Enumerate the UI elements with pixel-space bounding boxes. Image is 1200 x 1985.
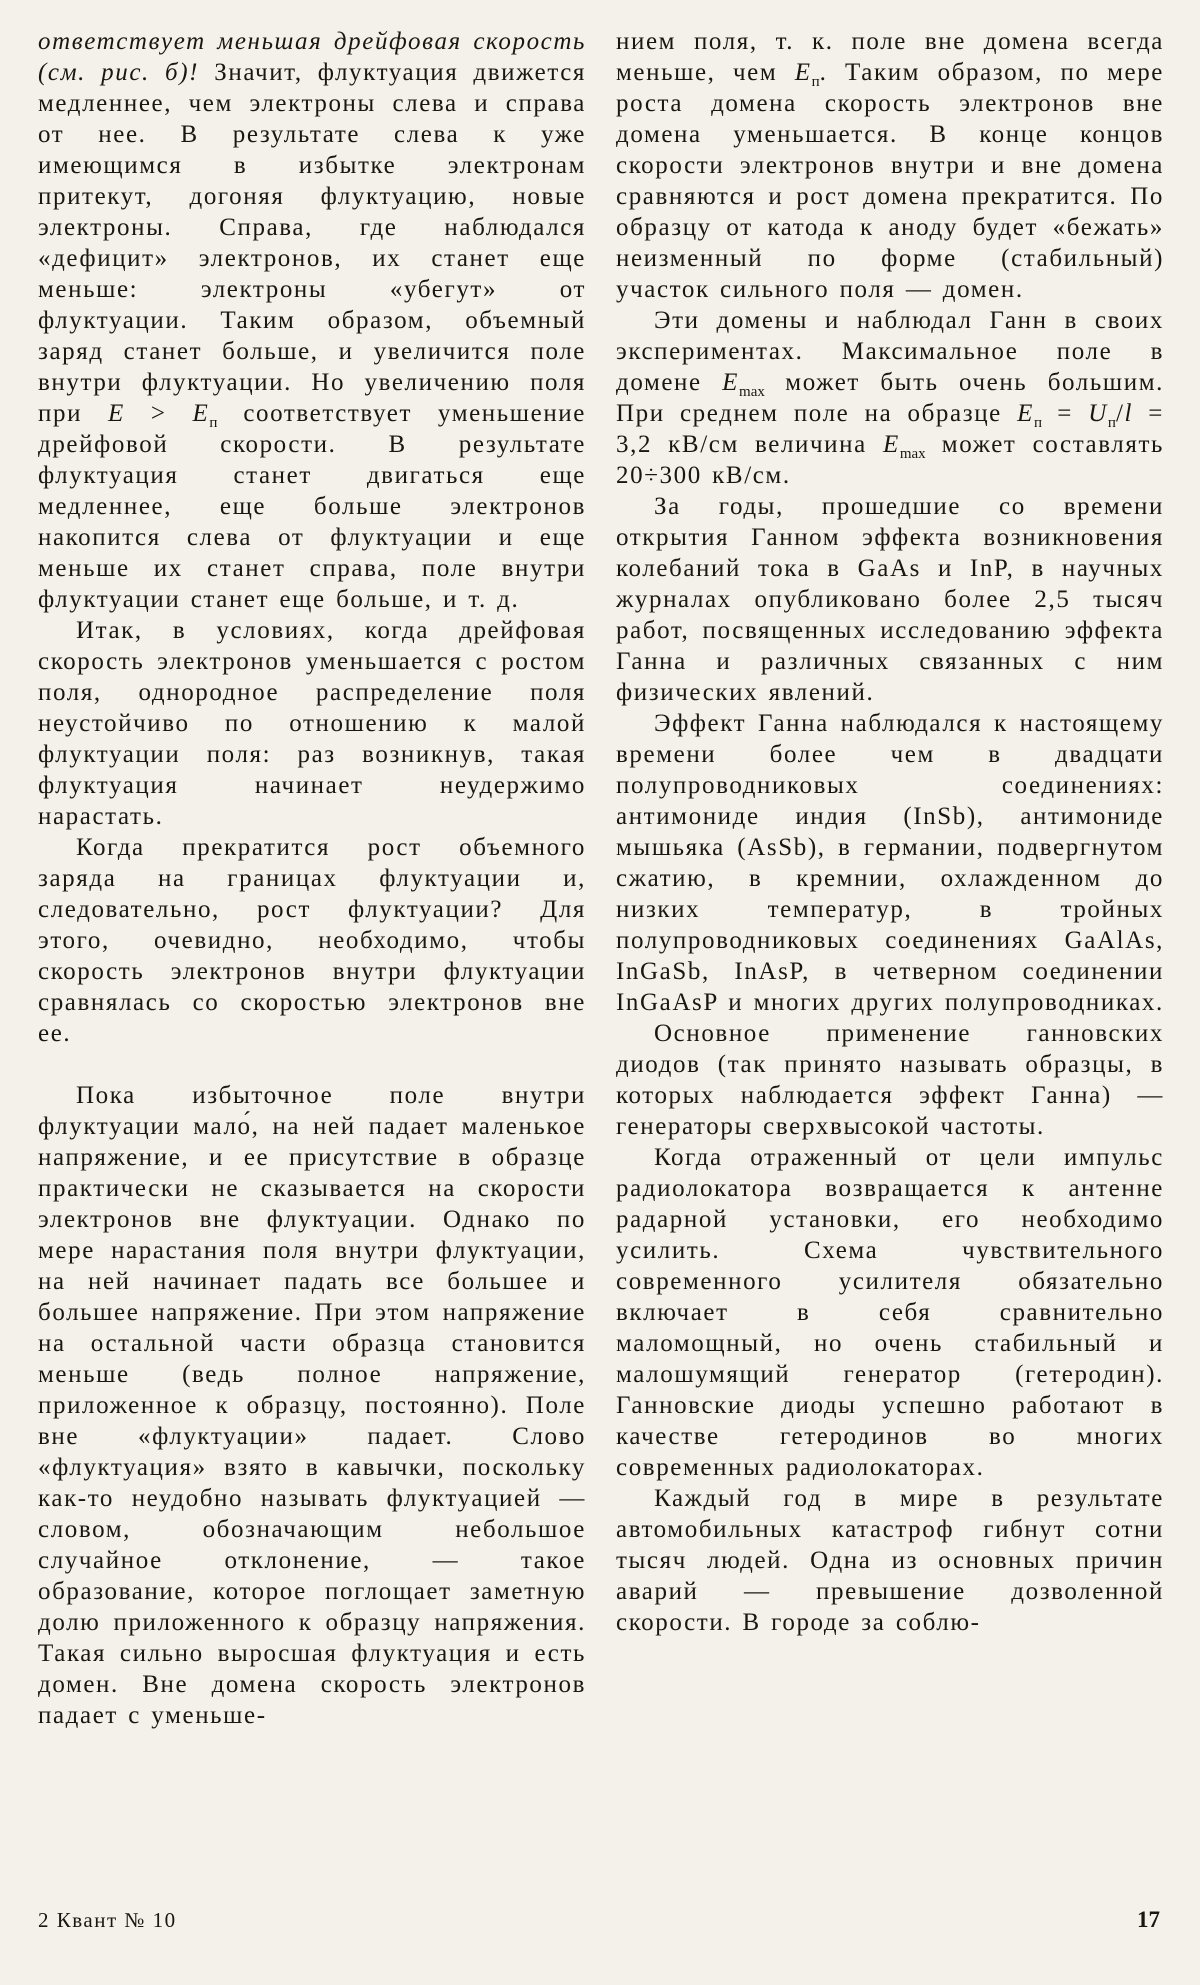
math-variable: l (1124, 400, 1134, 427)
paragraph (616, 305, 1164, 491)
text-segment: Значит, флуктуация движется медленнее, чем электроны слева и справа от нее. В результате слева к уже имеющимся в избытке электронам притекут, догоняя флуктуацию, новые электроны. Справа, где наблюдался «дефицит» электронов, их станет еще меньше: электроны «убегут» от флуктуации. Таким образом, объемный заряд станет больше, и увеличится поле внутри флуктуации. Но увеличению поля при (38, 59, 586, 427)
paragraph (38, 832, 586, 1049)
text-segment: Пока избыточное поле внутри флуктуации мало́, на ней падает маленькое напряжение, и ее присутствие в образце практически не сказывается на скорости электронов вне флуктуации. Однако по мере нарастания поля внутри флуктуации, на ней начинает падать все большее и большее напряжение. При этом напряжение на остальной части образца становится меньше (ведь полное напряжение, приложенное к образцу, постоянно). Поле вне «флуктуации» падает. Слово «флуктуация» взято в кавычки, поскольку как-то неудобно называть флуктуацией — словом, обозначающим небольшое случайное отклонение, — такое образование, которое поглощает заметную долю приложенного к образцу напряжения. Такая сильно выросшая флуктуация и есть домен. Вне домена скорость электронов падает с уменьше- (38, 1082, 586, 1729)
text-segment: Основное применение ганновских диодов (так принято называть образцы, в которых наблюдается эффект Ганна) — генераторы сверхвысокой частоты. (616, 1020, 1164, 1140)
text-segment: = 3,2 кВ/см величина (616, 400, 1164, 458)
right-column (616, 26, 1164, 1731)
subscript-text: п (1034, 415, 1043, 431)
math-variable: E (108, 400, 125, 427)
paragraph (38, 1080, 586, 1731)
text-columns (38, 26, 1164, 1731)
page-number: 17 (1137, 1907, 1160, 1932)
paragraph (616, 491, 1164, 708)
text-segment: За годы, прошедшие со времени открытия Ганном эффекта возникновения колебаний тока в GaAs и InP, в научных журналах опубликовано более 2,5 тысяч работ, посвященных исследованию эффекта Ганна и различных связанных с ним физических явлений. (616, 493, 1164, 706)
subscript-text: п (811, 74, 820, 90)
page-footer (38, 1907, 1160, 1933)
text-segment: может быть очень большим. При среднем поле на образце (616, 369, 1164, 427)
text-segment: . Таким образом, по мере роста домена скорость электронов вне домена уменьшается. В конце концов скорости электронов внутри и вне домена сравняются и рост домена прекратится. По образцу от катода к аноду будет «бежать» неизменный по форме (стабильный) участок сильного поля — домен. (616, 59, 1164, 303)
text-segment: Итак, в условиях, когда дрейфовая скорость электронов уменьшается с ростом поля, однородное распределение поля неустойчиво по отношению к малой флуктуации поля: раз возникнув, такая флуктуация начинает неудержимо нарастать. (38, 617, 586, 830)
text-segment: / (1115, 400, 1125, 427)
paragraph (38, 615, 586, 832)
text-segment: может составлять 20÷300 кВ/см. (616, 431, 1164, 489)
math-variable: U (1088, 400, 1108, 427)
math-variable: E (192, 400, 210, 427)
paragraph (616, 1483, 1164, 1638)
math-variable: E (882, 431, 900, 458)
subscript-text: max (899, 446, 926, 462)
paragraph (38, 26, 586, 615)
text-segment: Когда отраженный от цели импульс радиолокатора возвращается к антенне радарной установки, его необходимо усилить. Схема чувствительного современного усилителя обязательно включает в себя сравнительно маломощный, но очень стабильный и малошумящий генератор (гетеродин). Ганновские диоды успешно работают в качестве гетеродинов во многих современных радиолокаторах. (616, 1144, 1164, 1481)
footer-imprint: 2 Квант № 10 (38, 1908, 177, 1932)
paragraph (616, 708, 1164, 1018)
text-segment: нием поля, т. к. поле вне домена всегда меньше, чем (616, 28, 1164, 86)
text-segment: = (1042, 400, 1089, 427)
text-segment: соответствует уменьшение дрейфовой скорости. В результате флуктуация станет двигаться еще медленнее, еще больше электронов накопится слева от флуктуации и еще меньше их станет справа, поле внутри флуктуации станет еще больше, и т. д. (38, 400, 586, 613)
paragraph (616, 1142, 1164, 1483)
paragraph (616, 26, 1164, 305)
text-segment: > (124, 400, 193, 427)
left-column (38, 26, 586, 1731)
subscript-text: max (739, 384, 765, 400)
text-segment: Когда прекратится рост объемного заряда на границах флуктуации и, следовательно, рост флуктуации? Для этого, очевидно, необходимо, чтобы скорость электронов внутри флуктуации сравнялась со скоростью электронов вне ее. (38, 834, 586, 1047)
text-segment: Эффект Ганна наблюдался к настоящему времени более чем в двадцати полупроводниковых соединениях: антимониде индия (InSb), антимониде мышьяка (AsSb), в германии, подвергнутом сжатию, в кремнии, охлажденном до низких температур, в тройных полупроводниковых соединениях GaAlAs, InGaSb, InAsP, в четверном соединении InGaAsP и многих других полупроводниках. (616, 710, 1164, 1016)
math-variable: E (794, 59, 812, 86)
paragraph (616, 1018, 1164, 1142)
text-segment: Эти домены и наблюдал Ганн в своих экспериментах. Максимальное поле в домене (616, 307, 1164, 396)
subscript-text: п (209, 415, 218, 431)
math-variable: E (1017, 400, 1035, 427)
text-segment: Каждый год в мире в результате автомобильных катастроф гибнут сотни тысяч людей. Одна из основных причин аварий — превышение дозволенной скорости. В городе за соблю- (616, 1485, 1164, 1636)
text-segment: ответствует меньшая дрейфовая скорость (см. рис. б)! (38, 28, 586, 86)
math-variable: E (722, 369, 740, 396)
subscript-text: п (1107, 415, 1116, 431)
